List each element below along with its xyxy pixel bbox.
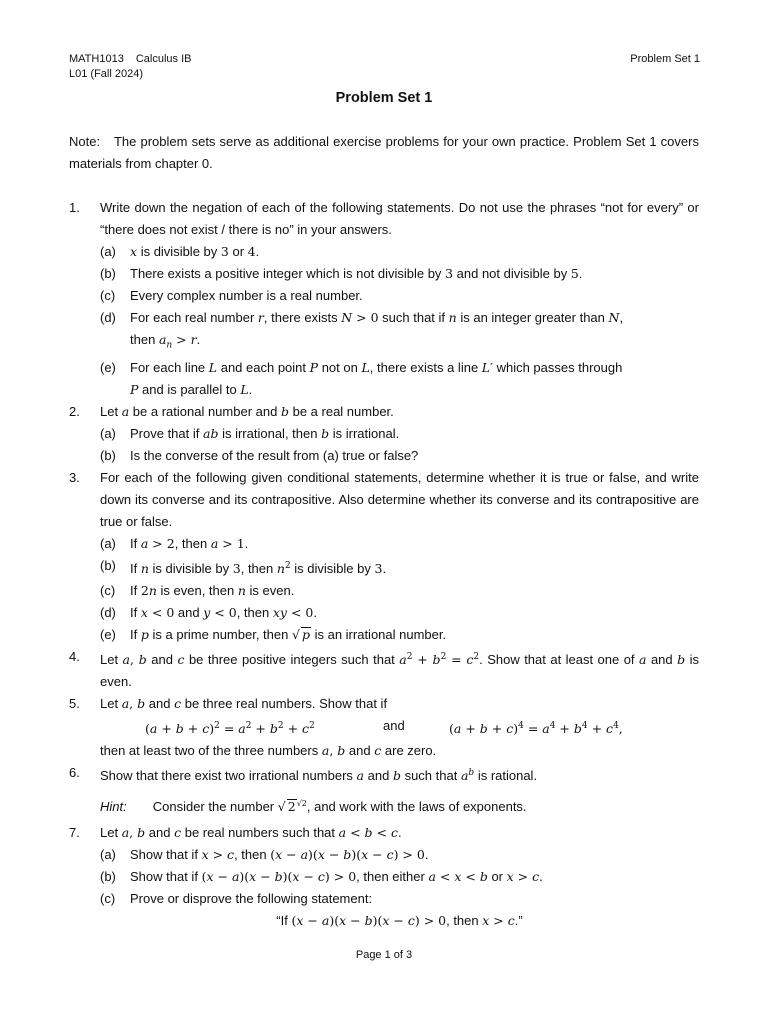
problem-7a: (a) Show that if x > c, then (x − a)(x − b)(x − c) > 0. [100,844,699,866]
sub-text: such that if [382,310,446,325]
text: Let [100,403,119,419]
problem-4: 4. Let a, b and c be three positive integers such that $a^2 + b^2 = c^2$. Show that at least one of a and b is even. [69,646,699,693]
hint-label: Hint: [100,799,127,815]
sub-label: (a) [100,847,116,863]
sub-text: If [130,626,138,642]
sub-text: , then [240,560,274,576]
problem-1c [100,285,699,307]
problem-5 [69,693,699,762]
text: Let [100,695,119,711]
sub-label: (a) [100,425,116,441]
text: and [367,768,390,784]
text: be real numbers such that [184,825,336,841]
text: be a real number. [292,403,394,419]
sub-label: (b) [100,557,116,573]
sub-text: For each line [130,359,206,375]
sub-label: (c) [100,288,116,303]
text: and [151,651,173,667]
text: and [650,651,673,667]
text: be three real numbers. Show that if [184,695,388,711]
sub-label: (a) [100,535,116,551]
text: , and work with the laws of exponents. [306,799,527,815]
problem-number: 2. [69,403,80,419]
problem-1a: (a) x is divisible by 3 or 4. [100,241,699,263]
problem-5-intro: Let a, b and c be three real numbers. Show that if [100,695,388,711]
text: is even. [100,651,699,689]
sub-text: . [539,869,543,885]
problem-7c-statement: “If (x − a)(x − b)(x − c) > 0, then x > c.” [276,913,523,929]
problem-2b [100,445,699,467]
sub-text: is irrational, then [222,425,318,441]
sub-text: . [424,847,429,863]
sub-text: There exists a positive integer which is not divisible by [130,266,442,281]
sub-text: . [248,381,253,397]
sub-label: (a) [100,244,116,259]
sub-text: not on [321,359,358,375]
sub-text: , then [234,847,267,863]
text: and [148,695,171,711]
sub-text: is an integer greater than [460,310,605,325]
problem-number: 1. [69,200,80,215]
sub-text: Is the converse of the result from (a) true or false? [130,447,419,463]
problem-number: 6. [69,764,80,780]
problem-number: 5. [69,695,80,711]
problem-3b: (b) If n is divisible by 3, then $n^2$ is divisible by 3. [100,555,699,580]
sub-text: then [130,332,156,347]
text: are zero. [384,742,437,758]
sub-text: . [196,332,201,347]
sub-text: or [491,869,504,885]
sub-text: is irrational. [332,425,400,441]
course-code: MATH1013 [69,53,124,65]
sub-text: . [578,266,583,281]
problem-number: 7. [69,825,80,841]
problem-1e: (e) For each line L and each point P not on L, there exists a line L′ which passes through P and is parallel to L. [100,357,699,401]
problem-5-equations: $(a + b + c)^2 = a^2 + b^2 + c^2$ and $(a + b + c)^4 = a^4 + b^4 + c^4$, [100,715,699,740]
sub-text: If [130,582,138,598]
text: .” [514,913,523,929]
problem-5-outro: then at least two of the three numbers a, b and c are zero. [100,742,437,758]
page-footer: Page 1 of 3 [355,949,413,961]
header-right: Problem Set 1 [630,53,700,65]
sub-text: is a prime number, then [152,626,289,642]
text: Let [100,651,119,667]
sub-text: and not divisible by [456,266,568,281]
sub-text: If [130,604,138,620]
text: Consider the number [152,799,275,815]
sub-text: is an irrational number. [314,626,447,642]
note-label: Note: [69,134,101,149]
text: . [397,825,402,841]
text: . Show that at least one of [479,651,635,667]
sub-label: (c) [100,582,116,598]
text: Show that there exist two irrational numbers [100,768,353,784]
sub-text: , then either [356,869,425,885]
sub-text: which passes through [496,359,623,375]
sub-text: Prove that if [130,425,200,441]
sub-text: . [255,244,260,259]
problem-7b: (b) Show that if (x − a)(x − b)(x − c) > 0, then either a < x < b or x > c. [100,866,699,888]
sub-text: , there exists [263,310,338,325]
sub-text: For each real number [130,310,255,325]
page-title: Problem Set 1 [335,90,433,106]
sub-text: is even, then [160,582,235,598]
problem-3e: (e) If p is a prime number, then √ p is an irrational number. [100,624,699,646]
course-name: Calculus IB [135,53,192,65]
text: be a rational number and [132,403,278,419]
note-paragraph [69,131,699,175]
problem-list [69,197,699,932]
sub-text: Show that if [130,869,198,885]
text: such that [404,768,458,784]
problem-number: 3. [69,469,80,485]
sub-text: is divisible by [294,560,371,576]
header-section: L01 (Fall 2024) [69,68,143,80]
sub-label: (b) [100,266,116,281]
problem-1 [69,197,699,401]
text: and [148,825,171,841]
problem-2a: (a) Prove that if ab is irrational, then b is irrational. [100,423,699,445]
sub-text: Show that if [130,847,198,863]
sub-text: . [382,560,387,576]
problem-6-hint: Hint: Consider the number √ $2^{√2}$, and work with the laws of exponents. [100,799,527,815]
problem-2-intro: Let a be a rational number and b be a real number. [100,403,394,419]
sub-label: (b) [100,869,116,885]
problem-1b: (b) There exists a positive integer which is not divisible by 3 and not divisible by 5. [100,263,699,285]
sub-text: and each point [220,359,307,375]
note-text: The problem sets serve as additional exercise problems for your own practice. Problem Set 1 covers materials from chapter 0. [69,134,699,171]
sub-text: Prove or disprove the following statement: [130,891,373,907]
sub-label: (e) [100,359,116,375]
problem-7 [69,822,699,932]
sub-text: Every complex number is a real number. [130,288,363,303]
text: be three positive integers such that [188,651,395,667]
text: , then [446,913,479,929]
problem-6: 6. Show that there exist two irrational numbers a and b such that $a^b$ is rational. [69,762,699,787]
sub-label: (e) [100,626,116,642]
text: and [383,717,405,733]
problem-1-intro: Write down the negation of each of the following statements. Do not use the phrases “not for every” or “there does not exist / there is no” in your answers. [100,200,699,237]
sub-label: (d) [100,310,116,325]
sub-text: , there exists a line [369,359,479,375]
sub-text: If [130,560,138,576]
sub-text: and is parallel to [142,381,237,397]
sub-label: (d) [100,604,116,620]
problem-1d: (d) For each real number r, there exists N > 0 such that if n is an integer greater than N, then $a_n > r$. [100,307,699,357]
sub-text: , then [236,604,270,620]
text: and [348,742,371,758]
sub-text: is divisible by [152,560,230,576]
text: “If [276,913,288,929]
sub-text: . [244,535,249,551]
problem-3a: (a) If a > 2, then a > 1. [100,533,699,555]
text: Let [100,825,119,841]
problem-7-intro: Let a, b and c be real numbers such that a < b < c. [100,825,402,841]
problem-number: 4. [69,648,80,664]
problem-3-intro: For each of the following given conditional statements, determine whether it is true or false, and write down its converse and its contrapositive. Also determine whether its converse and its contrapositive are true or false. [100,469,699,529]
sub-text: , then [174,535,208,551]
sub-label: (b) [100,447,116,463]
text: is rational. [477,768,538,784]
sub-text: . [313,604,317,620]
problem-2 [69,401,699,467]
problem-3c: (c) If 2n is even, then n is even. [100,580,699,602]
sub-text: If [130,535,138,551]
sub-text: is even. [249,582,295,598]
problem-3d: (d) If x < 0 and y < 0, then xy < 0. [100,602,699,624]
sub-text: or [232,244,245,259]
sub-text: is divisible by [140,244,218,259]
sub-text: and [177,604,200,620]
problem-7c [100,888,699,910]
sub-label: (c) [100,891,116,907]
problem-3 [69,467,699,646]
header-course [69,52,191,67]
text: then at least two of the three numbers [100,742,319,758]
sub-text: , [619,310,624,325]
